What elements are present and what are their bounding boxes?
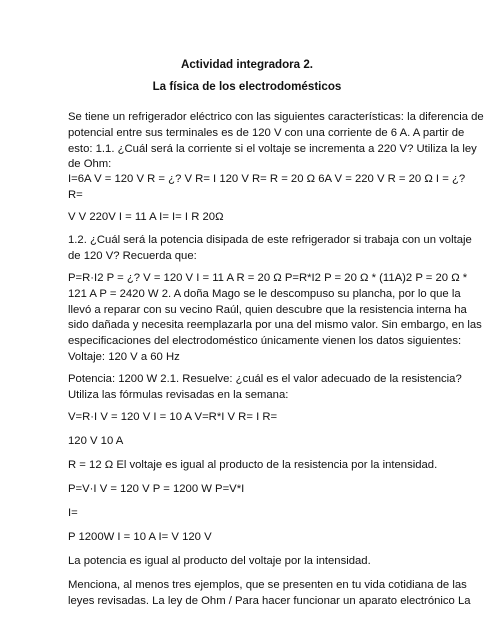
text-line: Utiliza las fórmulas revisadas en la semana: [68, 388, 289, 401]
text-line: llevó a reparar con su vecino Raúl, quien descubre que la resistencia interna ha [68, 303, 467, 316]
text-line: I=6A V = 120 V R = ¿? V R= I 120 V R= R = 20 Ω 6A V = 220 V R = 20 Ω I = ¿? [68, 173, 466, 185]
paragraph-ohm-calc [68, 172, 466, 204]
paragraph-ohm-result [68, 210, 436, 226]
text-line: P=V·I V = 120 V P = 1200 W P=V*I [68, 483, 245, 495]
paragraph-power-formula [68, 482, 436, 498]
text-line: 121 A P = 2420 W 2. A doña Mago se le descompuso su plancha, por lo que la [68, 287, 461, 300]
text-line: Voltaje: 120 V a 60 Hz [68, 350, 180, 363]
paragraph-resistance-values [68, 434, 436, 450]
text-line: 120 V 10 A [68, 435, 124, 447]
paragraph-question-1-2 [68, 233, 472, 265]
text-line: P=R·I2 P = ¿? V = 120 V I = 11 A R = 20 Ω P=R*I2 P = 20 Ω * (11A)2 P = 20 Ω * [68, 272, 468, 284]
paragraph-power-calc [68, 271, 482, 366]
text-line: Menciona, al menos tres ejemplos, que se presenten en tu vida cotidiana de las [68, 579, 467, 591]
text-line: esto: 1.1. ¿Cuál será la corriente si el voltaje se incrementa a 220 V? Utiliza la ley [68, 142, 477, 155]
paragraph-examples [68, 578, 471, 610]
document-title: Actividad integradora 2. [180, 58, 314, 71]
text-line: V V 220V I = 11 A I= I= I R 20Ω [68, 211, 224, 223]
text-line: 1.2. ¿Cuál será la potencia disipada de este refrigerador si trabaja con un voltaje [68, 234, 472, 246]
text-line: R = 12 Ω El voltaje es igual al producto de la resistencia por la intensidad. [68, 459, 438, 471]
paragraph-current-formula [68, 506, 436, 522]
paragraph-power-statement [68, 554, 436, 570]
paragraph-current-result [68, 530, 436, 546]
text-line: P 1200W I = 10 A I= V 120 V [68, 531, 212, 543]
text-line: R= [68, 188, 83, 201]
text-line: Potencia: 1200 W 2.1. Resuelve: ¿cuál es el valor adecuado de la resistencia? [68, 373, 462, 385]
paragraph-intro [68, 110, 484, 173]
text-line: La potencia es igual al producto del voltaje por la intensidad. [68, 555, 371, 567]
document-subtitle: La física de los electrodomésticos [152, 80, 342, 93]
paragraph-question-2-1 [68, 372, 462, 404]
text-line: I= [68, 507, 78, 519]
text-line: potencial entre sus terminales es de 120 V con una corriente de 6 A. A partir de [68, 126, 465, 139]
paragraph-resistance-formula [68, 410, 436, 426]
paragraph-resistance-result [68, 458, 436, 474]
text-line: leyes revisadas. La ley de Ohm / Para hacer funcionar un aparato electrónico La [68, 594, 471, 607]
text-line: Se tiene un refrigerador eléctrico con las siguientes características: la diferencia de [68, 111, 484, 123]
text-line: sido dañada y necesita reemplazarla por una del mismo valor. Sin embargo, en las [68, 319, 482, 332]
text-line: de 120 V? Recuerda que: [68, 249, 197, 262]
text-line: especificaciones del electrodoméstico únicamente vienen los datos siguientes: [68, 335, 462, 348]
text-line: V=R·I V = 120 V I = 10 A V=R*I V R= I R= [68, 411, 278, 423]
text-line: de Ohm: [68, 158, 112, 171]
